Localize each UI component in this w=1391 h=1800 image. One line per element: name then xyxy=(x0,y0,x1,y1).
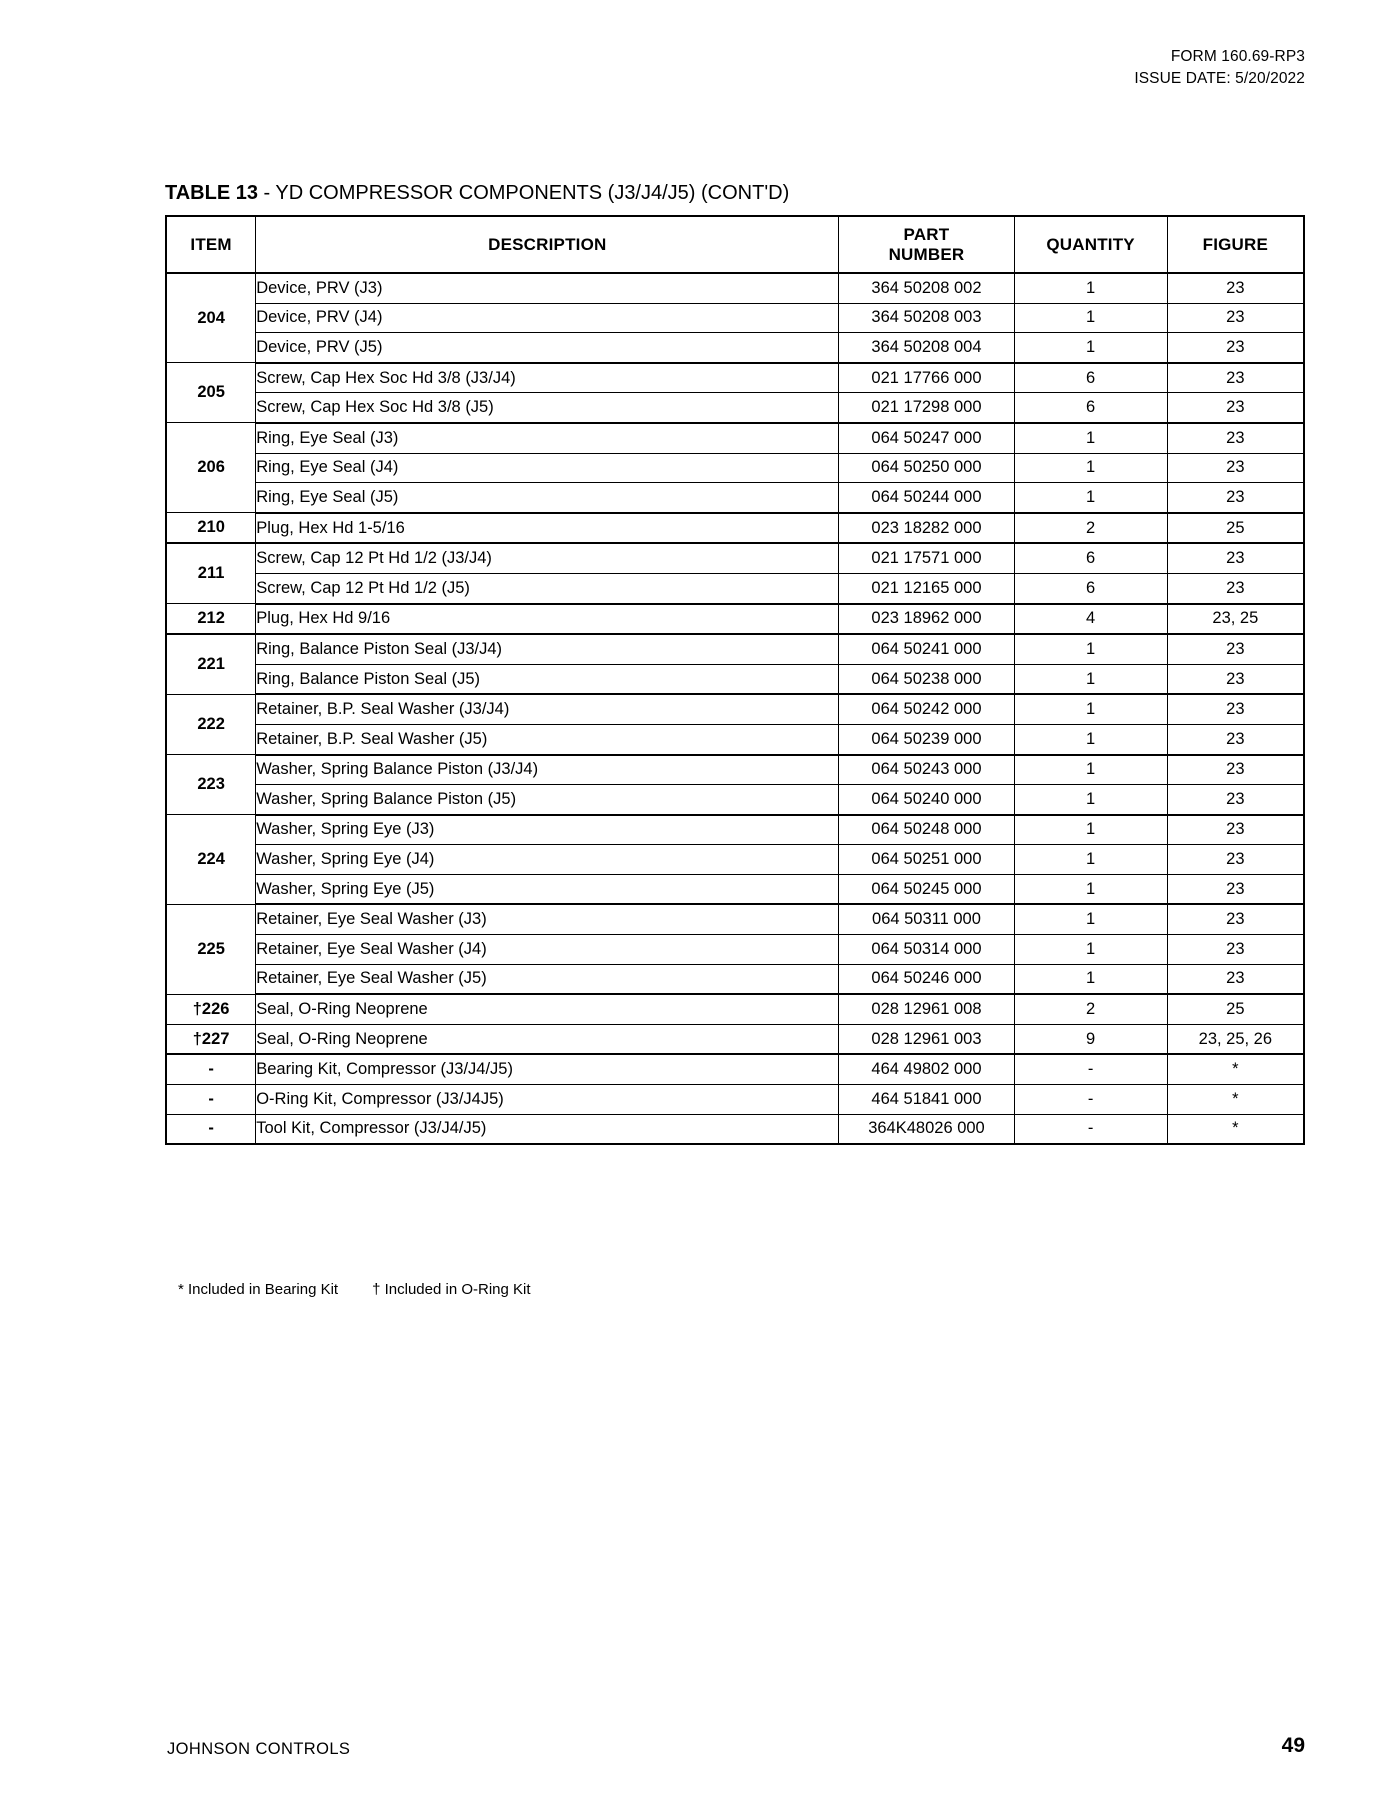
cell-description: Bearing Kit, Compressor (J3/J4/J5) xyxy=(256,1054,839,1084)
cell-figure: 23 xyxy=(1167,664,1304,694)
cell-part-number: 364 50208 004 xyxy=(839,333,1014,363)
cell-item: †226 xyxy=(166,994,256,1024)
column-header-quantity: QUANTITY xyxy=(1014,216,1167,273)
column-header-part-number-line1: PART xyxy=(903,224,950,244)
table-row xyxy=(166,755,1304,785)
cell-description: Ring, Eye Seal (J4) xyxy=(256,453,839,483)
cell-item: 223 xyxy=(166,755,256,815)
cell-item: - xyxy=(166,1114,256,1144)
table-title-number: TABLE 13 xyxy=(165,182,258,204)
footnote-oring-kit: † Included in O-Ring Kit xyxy=(372,1281,531,1298)
cell-item: 221 xyxy=(166,634,256,694)
footnote-bearing-kit: * Included in Bearing Kit xyxy=(178,1281,339,1298)
cell-quantity: 2 xyxy=(1014,994,1167,1024)
issue-date: ISSUE DATE: 5/20/2022 xyxy=(1134,70,1305,88)
cell-part-number: 064 50248 000 xyxy=(839,815,1014,845)
cell-description: Ring, Balance Piston Seal (J3/J4) xyxy=(256,634,839,664)
cell-quantity: 1 xyxy=(1014,664,1167,694)
cell-description: Device, PRV (J4) xyxy=(256,303,839,333)
column-header-description: DESCRIPTION xyxy=(256,216,839,273)
cell-description: Retainer, B.P. Seal Washer (J5) xyxy=(256,724,839,754)
cell-description: Retainer, B.P. Seal Washer (J3/J4) xyxy=(256,694,839,724)
cell-figure: 23 xyxy=(1167,724,1304,754)
cell-part-number: 023 18962 000 xyxy=(839,604,1014,635)
cell-figure: 23 xyxy=(1167,543,1304,573)
cell-description: Ring, Eye Seal (J3) xyxy=(256,423,839,453)
parts-table xyxy=(165,215,1305,1145)
cell-description: Screw, Cap Hex Soc Hd 3/8 (J3/J4) xyxy=(256,363,839,393)
cell-item: 210 xyxy=(166,513,256,544)
cell-item: - xyxy=(166,1054,256,1084)
cell-quantity: 6 xyxy=(1014,393,1167,423)
cell-figure: 23 xyxy=(1167,393,1304,423)
table-row xyxy=(166,1114,1304,1144)
cell-description: Tool Kit, Compressor (J3/J4/J5) xyxy=(256,1114,839,1144)
cell-description: Retainer, Eye Seal Washer (J4) xyxy=(256,935,839,965)
table-row xyxy=(166,724,1304,754)
cell-part-number: 064 50250 000 xyxy=(839,453,1014,483)
cell-part-number: 064 50246 000 xyxy=(839,964,1014,994)
table-footnote xyxy=(178,1281,531,1298)
cell-quantity: 1 xyxy=(1014,423,1167,453)
table-row xyxy=(166,964,1304,994)
parts-table-body xyxy=(166,273,1304,1144)
cell-quantity: 1 xyxy=(1014,785,1167,815)
cell-part-number: 064 50242 000 xyxy=(839,694,1014,724)
cell-quantity: 6 xyxy=(1014,543,1167,573)
cell-item: - xyxy=(166,1085,256,1115)
cell-quantity: 1 xyxy=(1014,845,1167,875)
cell-quantity: 1 xyxy=(1014,964,1167,994)
cell-quantity: 6 xyxy=(1014,363,1167,393)
cell-part-number: 364 50208 003 xyxy=(839,303,1014,333)
cell-figure: 23 xyxy=(1167,694,1304,724)
table-row xyxy=(166,1024,1304,1054)
column-header-item: ITEM xyxy=(166,216,256,273)
cell-description: Device, PRV (J3) xyxy=(256,273,839,303)
cell-description: Seal, O-Ring Neoprene xyxy=(256,1024,839,1054)
cell-figure: 25 xyxy=(1167,513,1304,544)
cell-figure: 25 xyxy=(1167,994,1304,1024)
cell-quantity: 1 xyxy=(1014,755,1167,785)
cell-figure: 23 xyxy=(1167,453,1304,483)
cell-figure: 23 xyxy=(1167,845,1304,875)
cell-part-number: 064 50240 000 xyxy=(839,785,1014,815)
table-row xyxy=(166,303,1304,333)
cell-part-number: 021 17298 000 xyxy=(839,393,1014,423)
cell-description: Washer, Spring Eye (J4) xyxy=(256,845,839,875)
cell-part-number: 064 50239 000 xyxy=(839,724,1014,754)
cell-figure: 23 xyxy=(1167,964,1304,994)
footer-brand: JOHNSON CONTROLS xyxy=(167,1740,351,1758)
cell-figure: 23 xyxy=(1167,483,1304,513)
cell-description: Device, PRV (J5) xyxy=(256,333,839,363)
cell-quantity: 6 xyxy=(1014,573,1167,603)
cell-part-number: 364 50208 002 xyxy=(839,273,1014,303)
cell-item: 225 xyxy=(166,904,256,994)
table-row xyxy=(166,483,1304,513)
cell-part-number: 064 50238 000 xyxy=(839,664,1014,694)
cell-part-number: 064 50314 000 xyxy=(839,935,1014,965)
cell-figure: 23, 25, 26 xyxy=(1167,1024,1304,1054)
cell-figure: * xyxy=(1167,1085,1304,1115)
table-row xyxy=(166,935,1304,965)
cell-quantity: 9 xyxy=(1014,1024,1167,1054)
cell-part-number: 064 50244 000 xyxy=(839,483,1014,513)
cell-figure: 23 xyxy=(1167,363,1304,393)
cell-part-number: 028 12961 003 xyxy=(839,1024,1014,1054)
cell-quantity: 1 xyxy=(1014,694,1167,724)
cell-quantity: 1 xyxy=(1014,333,1167,363)
parts-table-container xyxy=(165,215,1305,1145)
cell-quantity: 1 xyxy=(1014,724,1167,754)
table-row xyxy=(166,393,1304,423)
cell-part-number: 064 50251 000 xyxy=(839,845,1014,875)
table-row xyxy=(166,904,1304,934)
cell-figure: 23 xyxy=(1167,423,1304,453)
cell-part-number: 464 51841 000 xyxy=(839,1085,1014,1115)
cell-quantity: 1 xyxy=(1014,904,1167,934)
table-row xyxy=(166,815,1304,845)
cell-quantity: 1 xyxy=(1014,453,1167,483)
table-row xyxy=(166,423,1304,453)
table-row xyxy=(166,604,1304,635)
cell-description: Ring, Balance Piston Seal (J5) xyxy=(256,664,839,694)
cell-description: Screw, Cap 12 Pt Hd 1/2 (J5) xyxy=(256,573,839,603)
cell-figure: 23 xyxy=(1167,333,1304,363)
cell-description: Retainer, Eye Seal Washer (J5) xyxy=(256,964,839,994)
cell-description: Seal, O-Ring Neoprene xyxy=(256,994,839,1024)
cell-figure: 23 xyxy=(1167,874,1304,904)
cell-description: Ring, Eye Seal (J5) xyxy=(256,483,839,513)
cell-description: Screw, Cap Hex Soc Hd 3/8 (J5) xyxy=(256,393,839,423)
form-number: FORM 160.69-RP3 xyxy=(1170,48,1305,65)
cell-quantity: 2 xyxy=(1014,513,1167,544)
table-row xyxy=(166,1085,1304,1115)
table-row xyxy=(166,513,1304,544)
cell-quantity: - xyxy=(1014,1054,1167,1084)
parts-table-header xyxy=(166,216,1304,273)
cell-part-number: 021 17766 000 xyxy=(839,363,1014,393)
cell-figure: 23 xyxy=(1167,634,1304,664)
table-row xyxy=(166,694,1304,724)
page-footer xyxy=(0,1730,1391,1800)
table-row xyxy=(166,845,1304,875)
cell-part-number: 064 50245 000 xyxy=(839,874,1014,904)
cell-part-number: 064 50247 000 xyxy=(839,423,1014,453)
cell-figure: 23 xyxy=(1167,904,1304,934)
cell-quantity: - xyxy=(1014,1085,1167,1115)
cell-description: Retainer, Eye Seal Washer (J3) xyxy=(256,904,839,934)
cell-part-number: 064 50311 000 xyxy=(839,904,1014,934)
column-header-part-number-line2: NUMBER xyxy=(888,244,965,264)
cell-item: 206 xyxy=(166,423,256,513)
cell-description: Washer, Spring Balance Piston (J5) xyxy=(256,785,839,815)
table-row xyxy=(166,573,1304,603)
column-header-part-number xyxy=(839,216,1014,273)
cell-quantity: 1 xyxy=(1014,303,1167,333)
cell-item: 205 xyxy=(166,363,256,423)
cell-item: 212 xyxy=(166,604,256,635)
cell-figure: 23, 25 xyxy=(1167,604,1304,635)
cell-figure: 23 xyxy=(1167,303,1304,333)
table-header-row xyxy=(166,216,1304,273)
cell-quantity: 4 xyxy=(1014,604,1167,635)
cell-figure: 23 xyxy=(1167,785,1304,815)
cell-part-number: 023 18282 000 xyxy=(839,513,1014,544)
cell-description: O-Ring Kit, Compressor (J3/J4J5) xyxy=(256,1085,839,1115)
cell-figure: 23 xyxy=(1167,935,1304,965)
table-row xyxy=(166,874,1304,904)
cell-figure: * xyxy=(1167,1054,1304,1084)
table-row xyxy=(166,994,1304,1024)
cell-part-number: 364K48026 000 xyxy=(839,1114,1014,1144)
cell-item: 222 xyxy=(166,694,256,754)
cell-item: 224 xyxy=(166,815,256,905)
cell-quantity: 1 xyxy=(1014,815,1167,845)
table-row xyxy=(166,1054,1304,1084)
cell-description: Washer, Spring Eye (J5) xyxy=(256,874,839,904)
table-title-text: - YD COMPRESSOR COMPONENTS (J3/J4/J5) (CONT'D) xyxy=(257,182,790,204)
table-row xyxy=(166,634,1304,664)
cell-quantity: 1 xyxy=(1014,935,1167,965)
table-row xyxy=(166,453,1304,483)
cell-description: Plug, Hex Hd 1-5/16 xyxy=(256,513,839,544)
page-header xyxy=(1134,46,1305,91)
cell-quantity: 1 xyxy=(1014,874,1167,904)
table-row xyxy=(166,664,1304,694)
cell-part-number: 028 12961 008 xyxy=(839,994,1014,1024)
table-row xyxy=(166,333,1304,363)
cell-figure: 23 xyxy=(1167,273,1304,303)
table-row xyxy=(166,543,1304,573)
cell-item: 204 xyxy=(166,273,256,363)
cell-item: †227 xyxy=(166,1024,256,1054)
column-header-figure: FIGURE xyxy=(1167,216,1304,273)
cell-part-number: 064 50243 000 xyxy=(839,755,1014,785)
cell-part-number: 021 12165 000 xyxy=(839,573,1014,603)
cell-part-number: 464 49802 000 xyxy=(839,1054,1014,1084)
cell-description: Plug, Hex Hd 9/16 xyxy=(256,604,839,635)
footer-page-number: 49 xyxy=(1281,1734,1305,1757)
cell-description: Washer, Spring Balance Piston (J3/J4) xyxy=(256,755,839,785)
cell-description: Washer, Spring Eye (J3) xyxy=(256,815,839,845)
cell-figure: 23 xyxy=(1167,573,1304,603)
cell-part-number: 064 50241 000 xyxy=(839,634,1014,664)
cell-quantity: 1 xyxy=(1014,634,1167,664)
cell-quantity: 1 xyxy=(1014,273,1167,303)
table-title xyxy=(165,182,789,204)
cell-item: 211 xyxy=(166,543,256,603)
table-row xyxy=(166,785,1304,815)
cell-quantity: - xyxy=(1014,1114,1167,1144)
cell-figure: 23 xyxy=(1167,815,1304,845)
table-row xyxy=(166,363,1304,393)
table-row xyxy=(166,273,1304,303)
cell-part-number: 021 17571 000 xyxy=(839,543,1014,573)
cell-figure: 23 xyxy=(1167,755,1304,785)
cell-quantity: 1 xyxy=(1014,483,1167,513)
cell-figure: * xyxy=(1167,1114,1304,1144)
cell-description: Screw, Cap 12 Pt Hd 1/2 (J3/J4) xyxy=(256,543,839,573)
